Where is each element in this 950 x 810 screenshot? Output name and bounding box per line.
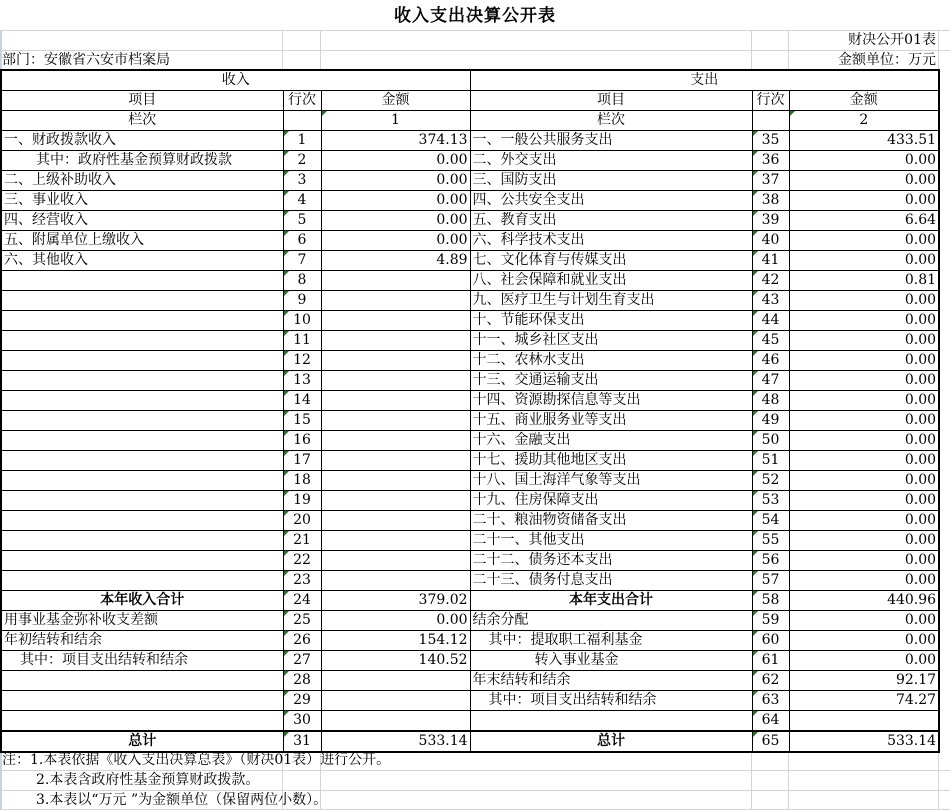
expense-row-no-cell[interactable]: 54 (752, 511, 789, 531)
income-row-no-cell[interactable]: 5 (283, 211, 321, 231)
table-row (1, 191, 939, 211)
expense-item-cell[interactable]: 五、教育支出 (470, 211, 752, 231)
expense-amount-cell[interactable]: 0.00 (789, 451, 939, 471)
department-label[interactable]: 部门：安徽省六安市档案局 (2, 52, 170, 68)
income-item-cell[interactable] (1, 551, 283, 571)
expense-item-cell[interactable]: 十一、城乡社区支出 (470, 331, 752, 351)
expense-row-no-cell[interactable]: 63 (752, 691, 789, 711)
income-item-cell[interactable]: 六、其他收入 (1, 251, 283, 271)
income-row-no-cell[interactable]: 1 (283, 131, 321, 151)
income-row-no-cell[interactable]: 22 (283, 551, 321, 571)
income-item-cell[interactable] (1, 471, 283, 491)
expense-item-cell[interactable]: 一、一般公共服务支出 (470, 131, 752, 151)
expense-row-no-cell[interactable]: 43 (752, 291, 789, 311)
income-amount-cell[interactable]: 0.00 (321, 191, 470, 211)
expense-row-no-cell[interactable]: 35 (752, 131, 789, 151)
expense-amount-cell[interactable]: 0.00 (789, 611, 939, 631)
expense-amount-cell[interactable]: 0.00 (789, 311, 939, 331)
table-row (1, 471, 939, 491)
income-item-cell[interactable] (1, 311, 283, 331)
expense-amount-cell[interactable] (789, 711, 939, 732)
income-row-no-cell[interactable]: 2 (283, 151, 321, 171)
income-amount-cell[interactable]: 0.00 (321, 151, 470, 171)
footnotes (2, 750, 390, 810)
expense-item-cell[interactable]: 二十三、债务付息支出 (470, 571, 752, 591)
table-row (1, 531, 939, 551)
expense-row-no-cell[interactable]: 55 (752, 531, 789, 551)
income-item-cell[interactable] (1, 271, 283, 291)
expense-row-no-cell[interactable]: 57 (752, 571, 789, 591)
expense-item-cell[interactable]: 十八、国土海洋气象等支出 (470, 471, 752, 491)
income-row-no-cell[interactable]: 6 (283, 231, 321, 251)
expense-amount-cell[interactable]: 0.00 (789, 471, 939, 491)
table-row (1, 331, 939, 351)
expense-row-no-cell[interactable]: 59 (752, 611, 789, 631)
table-row (1, 231, 939, 251)
income-item-cell[interactable] (1, 411, 283, 431)
income-item-cell[interactable] (1, 531, 283, 551)
expense-amount-cell[interactable]: 0.00 (789, 431, 939, 451)
income-item-cell[interactable] (1, 371, 283, 391)
income-col-item-header[interactable]: 项目 (1, 91, 283, 111)
income-row-no-cell[interactable]: 28 (283, 671, 321, 691)
expense-item-cell[interactable]: 十四、资源勘探信息等支出 (470, 391, 752, 411)
income-section-header[interactable]: 收入 (1, 70, 470, 91)
income-row-no-cell[interactable]: 19 (283, 491, 321, 511)
income-row-no-cell[interactable]: 23 (283, 571, 321, 591)
income-amount-cell[interactable] (321, 371, 470, 391)
expense-amount-cell[interactable]: 6.64 (789, 211, 939, 231)
income-amount-cell[interactable] (321, 711, 470, 732)
expense-item-cell[interactable]: 八、社会保障和就业支出 (470, 271, 752, 291)
table-row (1, 431, 939, 451)
expense-row-no-cell[interactable]: 45 (752, 331, 789, 351)
expense-row-no-cell[interactable]: 56 (752, 551, 789, 571)
income-amount-cell[interactable] (321, 671, 470, 691)
expense-amount-cell[interactable]: 0.00 (789, 391, 939, 411)
expense-row-no-cell[interactable]: 65 (752, 731, 789, 752)
expense-row-no-cell[interactable]: 46 (752, 351, 789, 371)
income-amount-cell[interactable]: 4.89 (321, 251, 470, 271)
expense-item-cell[interactable]: 四、公共安全支出 (470, 191, 752, 211)
income-item-cell[interactable]: 其中：项目支出结转和结余 (1, 651, 283, 671)
income-row-no-cell[interactable]: 8 (283, 271, 321, 291)
income-amount-cell[interactable]: 154.12 (321, 631, 470, 651)
expense-amount-cell[interactable]: 433.51 (789, 131, 939, 151)
expense-item-cell[interactable]: 十三、交通运输支出 (470, 371, 752, 391)
expense-amount-cell[interactable]: 0.00 (789, 631, 939, 651)
income-amount-cell[interactable]: 379.02 (321, 591, 470, 611)
expense-column-no-row-cell[interactable] (752, 111, 789, 131)
table-row (1, 391, 939, 411)
income-item-cell[interactable] (1, 291, 283, 311)
amount-unit[interactable]: 金额单位：万元 (838, 52, 936, 68)
table-row (1, 151, 939, 171)
expense-item-cell[interactable]: 三、国防支出 (470, 171, 752, 191)
income-row-no-cell[interactable]: 26 (283, 631, 321, 651)
income-amount-cell[interactable]: 533.14 (321, 731, 470, 752)
income-amount-cell[interactable] (321, 411, 470, 431)
expense-item-cell[interactable]: 年末结转和结余 (470, 671, 752, 691)
income-row-no-cell[interactable]: 13 (283, 371, 321, 391)
income-row-no-cell[interactable]: 16 (283, 431, 321, 451)
table-row (1, 671, 939, 691)
income-row-no-cell[interactable]: 21 (283, 531, 321, 551)
income-row-no-cell[interactable]: 29 (283, 691, 321, 711)
expense-col-item-header[interactable]: 项目 (470, 91, 752, 111)
income-row-no-cell[interactable]: 20 (283, 511, 321, 531)
expense-amount-cell[interactable]: 0.00 (789, 411, 939, 431)
expense-amount-cell[interactable]: 0.00 (789, 491, 939, 511)
form-code[interactable]: 财决公开01表 (848, 32, 936, 48)
income-item-cell[interactable]: 本年收入合计 (1, 591, 283, 611)
income-amount-cell[interactable] (321, 271, 470, 291)
income-item-cell[interactable]: 三、事业收入 (1, 191, 283, 211)
income-row-no-cell[interactable]: 27 (283, 651, 321, 671)
table-row (1, 511, 939, 531)
expense-item-cell[interactable]: 其中：项目支出结转和结余 (470, 691, 752, 711)
expense-amount-cell[interactable]: 0.00 (789, 531, 939, 551)
expense-item-cell[interactable]: 十二、农林水支出 (470, 351, 752, 371)
expense-row-no-cell[interactable]: 52 (752, 471, 789, 491)
expense-row-no-cell[interactable]: 53 (752, 491, 789, 511)
income-item-cell[interactable]: 一、财政拨款收入 (1, 131, 283, 151)
income-amount-cell[interactable] (321, 291, 470, 311)
expense-item-cell[interactable]: 二十一、其他支出 (470, 531, 752, 551)
expense-amount-cell[interactable]: 0.00 (789, 651, 939, 671)
expense-col-amount-header[interactable]: 金额 (789, 91, 939, 111)
income-item-cell[interactable] (1, 571, 283, 591)
expense-row-no-cell[interactable]: 40 (752, 231, 789, 251)
expense-amount-cell[interactable]: 0.00 (789, 291, 939, 311)
income-item-cell[interactable] (1, 451, 283, 471)
income-amount-cell[interactable] (321, 351, 470, 371)
income-item-cell[interactable]: 用事业基金弥补收支差额 (1, 611, 283, 631)
income-amount-cell[interactable] (321, 391, 470, 411)
table-row (1, 371, 939, 391)
expense-item-cell[interactable]: 十九、住房保障支出 (470, 491, 752, 511)
expense-amount-cell[interactable]: 0.81 (789, 271, 939, 291)
income-amount-cell[interactable]: 0.00 (321, 171, 470, 191)
expense-amount-cell[interactable]: 0.00 (789, 171, 939, 191)
expense-item-cell[interactable]: 七、文化体育与传媒支出 (470, 251, 752, 271)
table-row (1, 311, 939, 331)
income-item-cell[interactable] (1, 391, 283, 411)
income-item-cell[interactable]: 年初结转和结余 (1, 631, 283, 651)
income-amount-cell[interactable]: 0.00 (321, 211, 470, 231)
expense-amount-cell[interactable]: 0.00 (789, 231, 939, 251)
expense-amount-cell[interactable]: 0.00 (789, 191, 939, 211)
expense-amount-cell[interactable]: 0.00 (789, 331, 939, 351)
income-item-cell[interactable] (1, 491, 283, 511)
table-row (1, 491, 939, 511)
income-row-no-cell[interactable]: 25 (283, 611, 321, 631)
income-col-amount-header[interactable]: 金额 (321, 91, 470, 111)
income-item-cell[interactable] (1, 671, 283, 691)
expense-row-no-cell[interactable]: 50 (752, 431, 789, 451)
income-column-no-row-cell[interactable] (283, 111, 321, 131)
income-amount-cell[interactable] (321, 431, 470, 451)
table-row (1, 651, 939, 671)
expense-amount-cell[interactable]: 0.00 (789, 551, 939, 571)
expense-item-cell[interactable]: 转入事业基金 (470, 651, 752, 671)
expense-row-no-cell[interactable]: 47 (752, 371, 789, 391)
expense-amount-cell[interactable]: 0.00 (789, 371, 939, 391)
income-column-no[interactable]: 1 (321, 111, 470, 131)
income-item-cell[interactable] (1, 431, 283, 451)
expense-item-cell[interactable]: 本年支出合计 (470, 591, 752, 611)
income-amount-cell[interactable]: 140.52 (321, 651, 470, 671)
expense-row-no-cell[interactable]: 64 (752, 711, 789, 732)
income-amount-cell[interactable] (321, 331, 470, 351)
expense-section-header[interactable]: 支出 (470, 70, 939, 91)
income-item-cell[interactable] (1, 691, 283, 711)
income-amount-cell[interactable] (321, 451, 470, 471)
expense-row-no-cell[interactable]: 49 (752, 411, 789, 431)
expense-amount-cell[interactable]: 0.00 (789, 351, 939, 371)
table-row (1, 411, 939, 431)
expense-row-no-cell[interactable]: 58 (752, 591, 789, 611)
income-amount-cell[interactable] (321, 491, 470, 511)
income-amount-cell[interactable] (321, 471, 470, 491)
income-col-row-header[interactable]: 行次 (283, 91, 321, 111)
expense-item-cell[interactable]: 二十二、债务还本支出 (470, 551, 752, 571)
expense-item-cell[interactable]: 十五、商业服务业等支出 (470, 411, 752, 431)
expense-amount-cell[interactable]: 74.27 (789, 691, 939, 711)
income-amount-cell[interactable] (321, 311, 470, 331)
table-row (1, 551, 939, 571)
income-row-no-cell[interactable]: 24 (283, 591, 321, 611)
table-row (1, 171, 939, 191)
income-amount-cell[interactable] (321, 571, 470, 591)
expense-row-no-cell[interactable]: 38 (752, 191, 789, 211)
income-row-no-cell[interactable]: 14 (283, 391, 321, 411)
income-amount-cell[interactable]: 0.00 (321, 611, 470, 631)
income-item-cell[interactable] (1, 711, 283, 732)
table-row (1, 211, 939, 231)
expense-item-cell[interactable]: 二十、粮油物资储备支出 (470, 511, 752, 531)
income-amount-cell[interactable]: 374.13 (321, 131, 470, 151)
expense-row-no-cell[interactable]: 44 (752, 311, 789, 331)
income-row-no-cell[interactable]: 15 (283, 411, 321, 431)
footnote-2[interactable]: 2.本表含政府性基金预算财政拨款。 (36, 772, 260, 788)
expense-item-cell[interactable]: 九、医疗卫生与计划生育支出 (470, 291, 752, 311)
income-row-no-cell[interactable]: 3 (283, 171, 321, 191)
table-row (1, 351, 939, 371)
expense-amount-cell[interactable]: 440.96 (789, 591, 939, 611)
income-expense-table (0, 69, 940, 753)
table-row (1, 611, 939, 631)
income-item-cell[interactable]: 总计 (1, 731, 283, 752)
expense-row-no-cell[interactable]: 41 (752, 251, 789, 271)
expense-item-cell[interactable]: 结余分配 (470, 611, 752, 631)
table-row (1, 731, 939, 752)
income-item-cell[interactable]: 五、附属单位上缴收入 (1, 231, 283, 251)
table-row (1, 271, 939, 291)
expense-item-cell[interactable]: 总计 (470, 731, 752, 752)
expense-amount-cell[interactable]: 0.00 (789, 571, 939, 591)
expense-item-cell[interactable]: 其中：提取职工福利基金 (470, 631, 752, 651)
income-row-no-cell[interactable]: 10 (283, 311, 321, 331)
income-amount-cell[interactable] (321, 691, 470, 711)
expense-item-cell[interactable]: 二、外交支出 (470, 151, 752, 171)
income-amount-cell[interactable] (321, 551, 470, 571)
table-row (1, 691, 939, 711)
expense-amount-cell[interactable]: 0.00 (789, 251, 939, 271)
table-row (1, 591, 939, 611)
income-row-no-cell[interactable]: 12 (283, 351, 321, 371)
expense-column-no[interactable]: 2 (789, 111, 939, 131)
gridline (0, 30, 950, 31)
expense-amount-cell[interactable]: 0.00 (789, 511, 939, 531)
expense-item-cell[interactable]: 十七、援助其他地区支出 (470, 451, 752, 471)
income-item-cell[interactable] (1, 511, 283, 531)
expense-row-no-cell[interactable]: 36 (752, 151, 789, 171)
income-item-cell[interactable]: 其中：政府性基金预算财政拨款 (1, 151, 283, 171)
table-row (1, 451, 939, 471)
expense-item-cell[interactable]: 十六、金融支出 (470, 431, 752, 451)
income-row-no-cell[interactable]: 30 (283, 711, 321, 732)
expense-row-no-cell[interactable]: 61 (752, 651, 789, 671)
income-row-no-cell[interactable]: 7 (283, 251, 321, 271)
expense-column-no-label[interactable]: 栏次 (470, 111, 752, 131)
table-row (1, 631, 939, 651)
expense-row-no-cell[interactable]: 51 (752, 451, 789, 471)
income-row-no-cell[interactable]: 17 (283, 451, 321, 471)
income-column-no-label[interactable]: 栏次 (1, 111, 283, 131)
expense-row-no-cell[interactable]: 39 (752, 211, 789, 231)
income-row-no-cell[interactable]: 18 (283, 471, 321, 491)
expense-col-row-header[interactable]: 行次 (752, 91, 789, 111)
expense-row-no-cell[interactable]: 37 (752, 171, 789, 191)
expense-amount-cell[interactable]: 92.17 (789, 671, 939, 691)
expense-amount-cell[interactable]: 0.00 (789, 151, 939, 171)
table-row (1, 711, 939, 732)
footnote-1[interactable]: 注：1.本表依据《收入支出决算总表》（财决01表）进行公开。 (2, 752, 391, 768)
income-item-cell[interactable]: 四、经营收入 (1, 211, 283, 231)
expense-item-cell[interactable] (470, 711, 752, 732)
expense-item-cell[interactable]: 六、科学技术支出 (470, 231, 752, 251)
income-row-no-cell[interactable]: 11 (283, 331, 321, 351)
income-row-no-cell[interactable]: 9 (283, 291, 321, 311)
table-row (1, 291, 939, 311)
report-title[interactable]: 收入支出决算公开表 (0, 0, 950, 30)
expense-row-no-cell[interactable]: 48 (752, 391, 789, 411)
table-row (1, 571, 939, 591)
table-row (1, 251, 939, 271)
footnote-3[interactable]: 3.本表以“万元 ”为金额单位（保留两位小数）。 (36, 792, 328, 808)
expense-row-no-cell[interactable]: 60 (752, 631, 789, 651)
expense-row-no-cell[interactable]: 42 (752, 271, 789, 291)
income-item-cell[interactable]: 二、上级补助收入 (1, 171, 283, 191)
income-amount-cell[interactable]: 0.00 (321, 231, 470, 251)
expense-amount-cell[interactable]: 533.14 (789, 731, 939, 752)
income-item-cell[interactable] (1, 331, 283, 351)
income-row-no-cell[interactable]: 4 (283, 191, 321, 211)
income-item-cell[interactable] (1, 351, 283, 371)
table-row (1, 131, 939, 151)
expense-row-no-cell[interactable]: 62 (752, 671, 789, 691)
income-amount-cell[interactable] (321, 531, 470, 551)
income-row-no-cell[interactable]: 31 (283, 731, 321, 752)
income-amount-cell[interactable] (321, 511, 470, 531)
expense-item-cell[interactable]: 十、节能环保支出 (470, 311, 752, 331)
